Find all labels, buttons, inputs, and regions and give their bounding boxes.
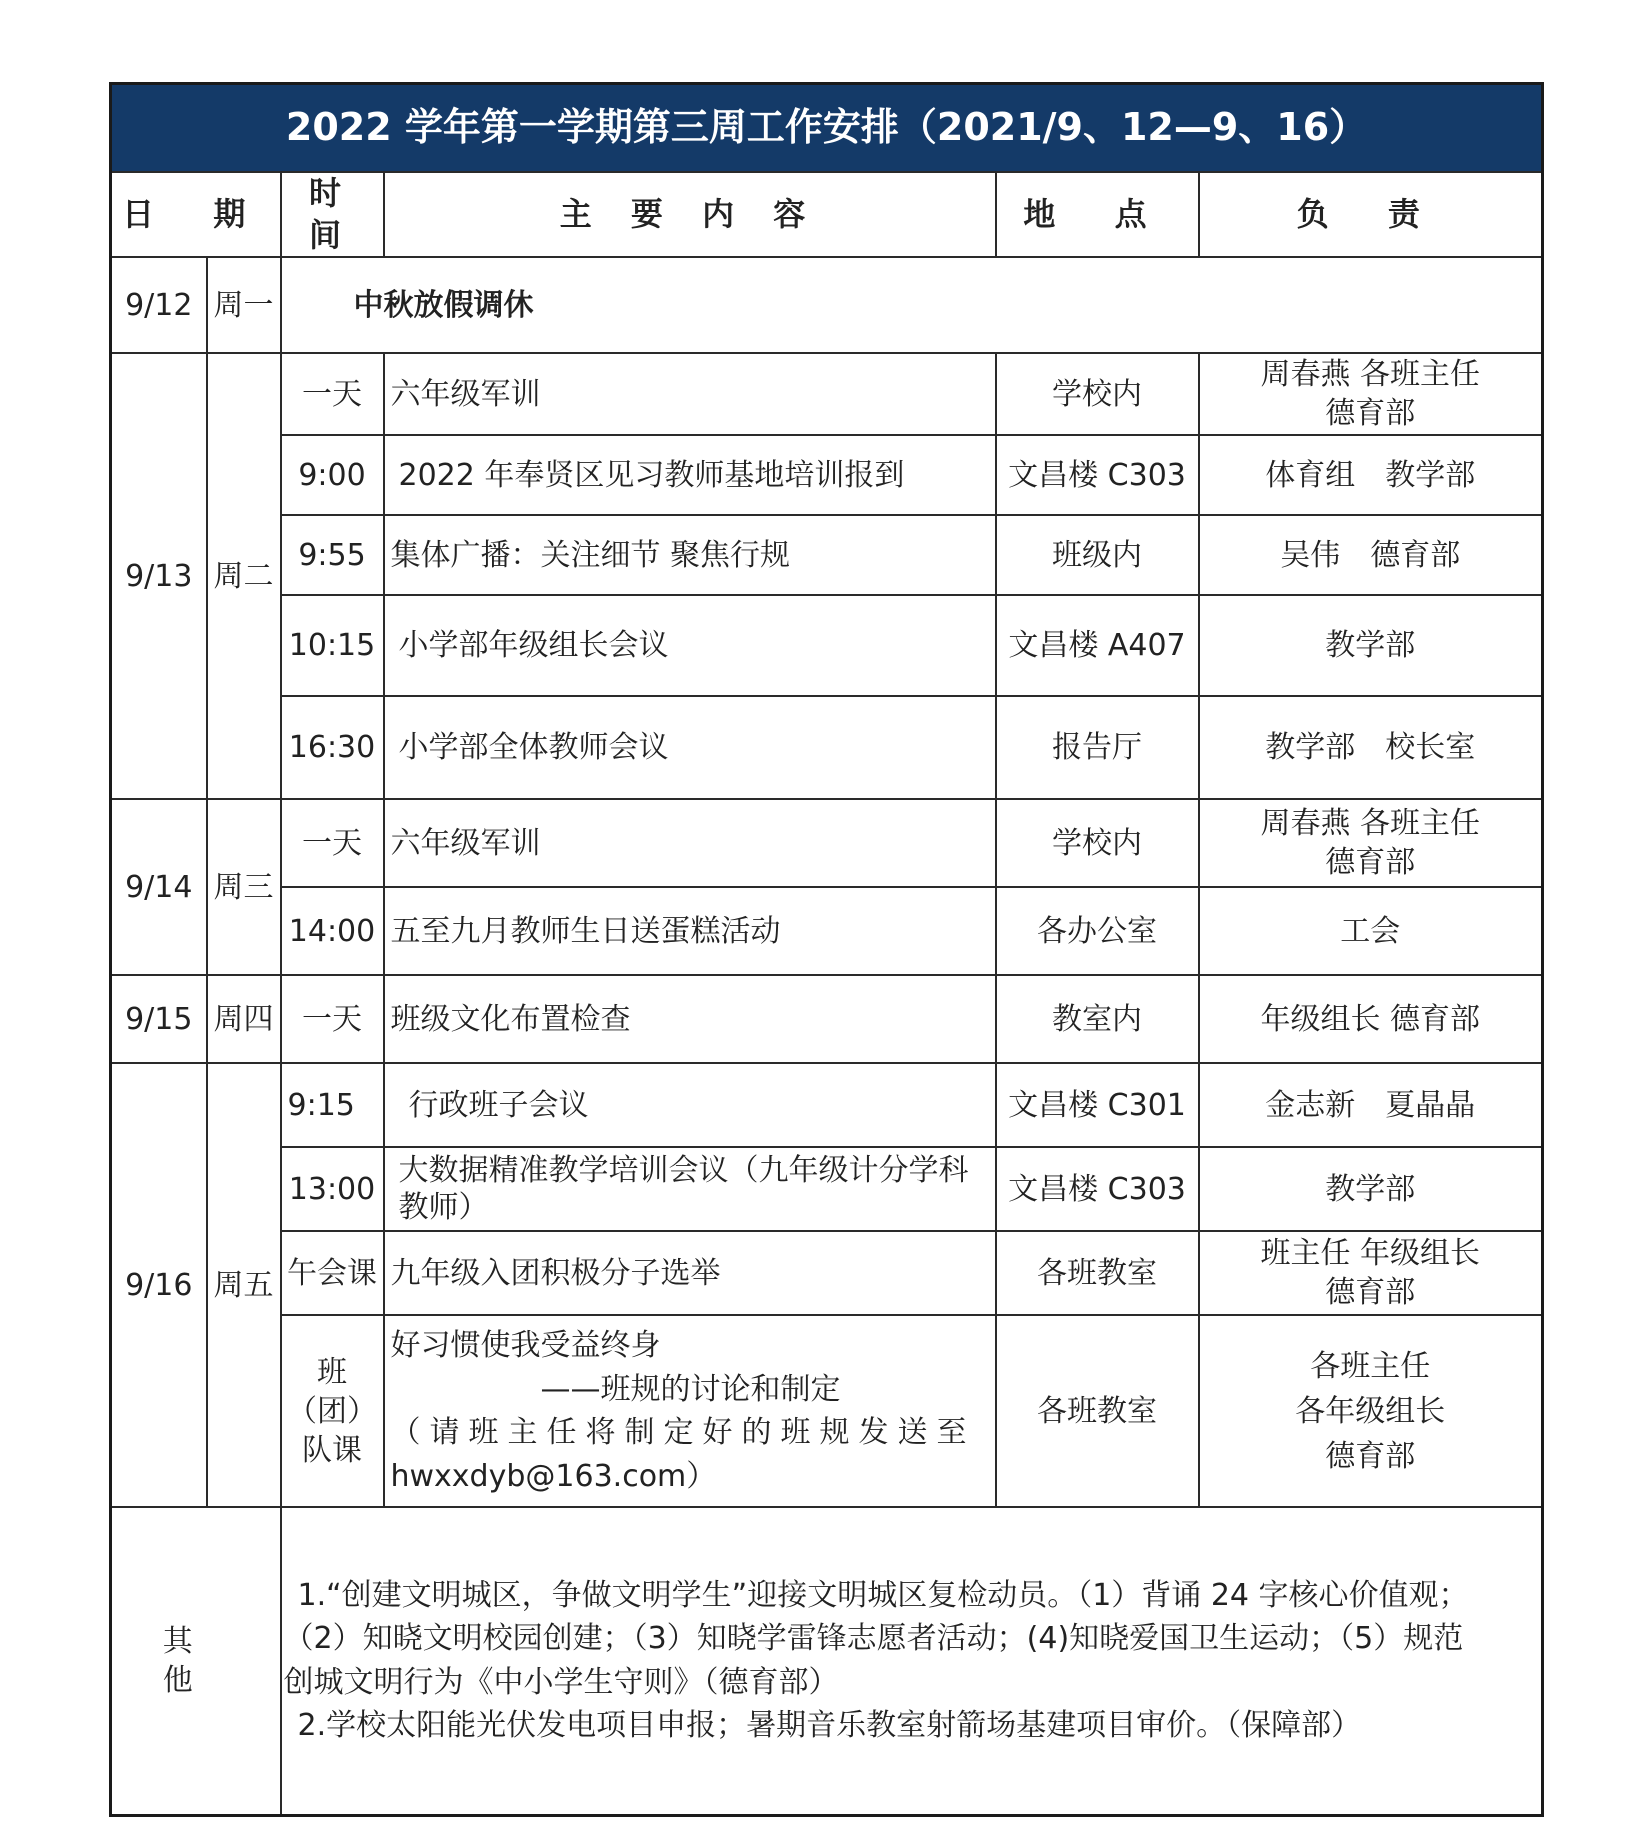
time-cell: 9:55 bbox=[281, 515, 384, 595]
owner-line: 周春燕 各班主任 bbox=[1260, 806, 1481, 842]
header-time: 时 间 bbox=[281, 172, 384, 257]
place-cell: 各班教室 bbox=[996, 1315, 1199, 1507]
weekday-cell: 周四 bbox=[207, 975, 281, 1063]
table-row bbox=[111, 1063, 1543, 1147]
page-title: 2022 学年第一学期第三周工作安排（2021/9、12—9、16） bbox=[111, 84, 1543, 173]
content-cell: 集体广播：关注细节 聚焦行规 bbox=[384, 515, 996, 595]
place-cell: 报告厅 bbox=[996, 696, 1199, 799]
content-cell bbox=[384, 1315, 996, 1507]
time-cell: 9:00 bbox=[281, 435, 384, 515]
header-date: 日 期 bbox=[111, 172, 281, 257]
content-cell: 九年级入团积极分子选举 bbox=[384, 1231, 996, 1315]
place-cell: 文昌楼 C303 bbox=[996, 1147, 1199, 1231]
time-cell: 16:30 bbox=[281, 696, 384, 799]
table-row bbox=[111, 595, 1543, 696]
owner-line: 德育部 bbox=[1325, 1438, 1416, 1474]
content-cell: 小学部年级组长会议 bbox=[384, 595, 996, 696]
content-cell: 2022 年奉贤区见习教师基地培训报到 bbox=[384, 435, 996, 515]
owner-line: 各班主任 bbox=[1310, 1348, 1431, 1384]
table-row bbox=[111, 257, 1543, 353]
owner-cell: 教学部 校长室 bbox=[1199, 696, 1543, 799]
time-cell: 13:00 bbox=[281, 1147, 384, 1231]
content-line: ——班规的讨论和制定 bbox=[540, 1371, 841, 1407]
owner-line: 周春燕 各班主任 bbox=[1260, 357, 1481, 393]
table-row bbox=[111, 1231, 1543, 1315]
table-row bbox=[111, 515, 1543, 595]
date-cell: 9/15 bbox=[111, 975, 207, 1063]
note-line: 创城文明行为《中小学生守则》（德育部） bbox=[283, 1664, 839, 1700]
weekday-cell: 周三 bbox=[207, 799, 281, 975]
owner-cell: 吴伟 德育部 bbox=[1199, 515, 1543, 595]
table-row bbox=[111, 1147, 1543, 1231]
table-row bbox=[111, 696, 1543, 799]
content-cell: 六年级军训 bbox=[384, 799, 996, 887]
content-cell: 小学部全体教师会议 bbox=[384, 696, 996, 799]
other-notes bbox=[281, 1507, 1543, 1815]
place-cell: 文昌楼 C303 bbox=[996, 435, 1199, 515]
place-cell: 各办公室 bbox=[996, 887, 1199, 975]
content-line: （请班主任将制定好的班规发送至 bbox=[390, 1415, 976, 1451]
time-cell bbox=[281, 1315, 384, 1507]
owner-line: 班主任 年级组长 bbox=[1260, 1236, 1481, 1272]
time-cell: 14:00 bbox=[281, 887, 384, 975]
table-row bbox=[111, 1507, 1543, 1815]
place-cell: 教室内 bbox=[996, 975, 1199, 1063]
owner-cell: 体育组 教学部 bbox=[1199, 435, 1543, 515]
date-cell: 9/12 bbox=[111, 257, 207, 353]
header-place: 地 点 bbox=[996, 172, 1199, 257]
date-cell: 9/14 bbox=[111, 799, 207, 975]
date-cell: 9/13 bbox=[111, 353, 207, 799]
place-cell: 班级内 bbox=[996, 515, 1199, 595]
owner-cell: 金志新 夏晶晶 bbox=[1199, 1063, 1543, 1147]
time-cell: 10:15 bbox=[281, 595, 384, 696]
title-row bbox=[111, 84, 1543, 173]
header-content: 主 要 内 容 bbox=[384, 172, 996, 257]
table-row bbox=[111, 975, 1543, 1063]
owner-line: 各年级组长 bbox=[1295, 1393, 1446, 1429]
owner-cell bbox=[1199, 1315, 1543, 1507]
weekday-cell: 周二 bbox=[207, 353, 281, 799]
note-line: （2）知晓文明校园创建；（3）知晓学雷锋志愿者活动；(4)知晓爱国卫生运动；（5）规范 bbox=[283, 1621, 1464, 1657]
other-label: 其 他 bbox=[111, 1507, 281, 1815]
content-cell: 五至九月教师生日送蛋糕活动 bbox=[384, 887, 996, 975]
place-cell: 各班教室 bbox=[996, 1231, 1199, 1315]
content-cell: 行政班子会议 bbox=[384, 1063, 996, 1147]
place-cell: 文昌楼 C301 bbox=[996, 1063, 1199, 1147]
time-cell: 一天 bbox=[281, 353, 384, 435]
owner-cell bbox=[1199, 799, 1543, 887]
content-cell: 班级文化布置检查 bbox=[384, 975, 996, 1063]
table-row bbox=[111, 799, 1543, 887]
time-cell: 一天 bbox=[281, 799, 384, 887]
owner-cell bbox=[1199, 353, 1543, 435]
table-row bbox=[111, 887, 1543, 975]
weekday-cell: 周五 bbox=[207, 1063, 281, 1507]
time-cell: 一天 bbox=[281, 975, 384, 1063]
time-cell: 午会课 bbox=[281, 1231, 384, 1315]
owner-cell bbox=[1199, 1231, 1543, 1315]
date-cell: 9/16 bbox=[111, 1063, 207, 1507]
place-cell: 学校内 bbox=[996, 799, 1199, 887]
header-row bbox=[111, 172, 1543, 257]
owner-line: 德育部 bbox=[1325, 1275, 1416, 1311]
owner-line: 德育部 bbox=[1325, 845, 1416, 881]
table-row bbox=[111, 1315, 1543, 1507]
content-cell: 大数据精准教学培训会议（九年级计分学科教师） bbox=[384, 1147, 996, 1231]
content-cell: 六年级军训 bbox=[384, 353, 996, 435]
header-owner: 负 责 bbox=[1199, 172, 1543, 257]
place-cell: 学校内 bbox=[996, 353, 1199, 435]
content-line: 好习惯使我受益终身 bbox=[390, 1328, 661, 1364]
owner-cell: 教学部 bbox=[1199, 1147, 1543, 1231]
holiday-note: 中秋放假调休 bbox=[281, 257, 1543, 353]
time-cell: 9:15 bbox=[281, 1063, 384, 1147]
table-row bbox=[111, 435, 1543, 515]
weekly-schedule-table bbox=[109, 82, 1544, 1817]
time-line: 班（团） bbox=[287, 1354, 377, 1429]
time-line: 队课 bbox=[302, 1432, 362, 1468]
table-row bbox=[111, 353, 1543, 435]
place-cell: 文昌楼 A407 bbox=[996, 595, 1199, 696]
owner-cell: 工会 bbox=[1199, 887, 1543, 975]
note-line: 1.“创建文明城区，争做文明学生”迎接文明城区复检动员。（1）背诵 24 字核心价值观； bbox=[297, 1577, 1469, 1613]
note-line: 2.学校太阳能光伏发电项目申报；暑期音乐教室射箭场基建项目审价。（保障部） bbox=[297, 1708, 1362, 1744]
owner-line: 德育部 bbox=[1325, 396, 1416, 432]
email-address: hwxxdyb@163.com） bbox=[390, 1458, 717, 1494]
owner-cell: 教学部 bbox=[1199, 595, 1543, 696]
owner-cell: 年级组长 德育部 bbox=[1199, 975, 1543, 1063]
weekday-cell: 周一 bbox=[207, 257, 281, 353]
